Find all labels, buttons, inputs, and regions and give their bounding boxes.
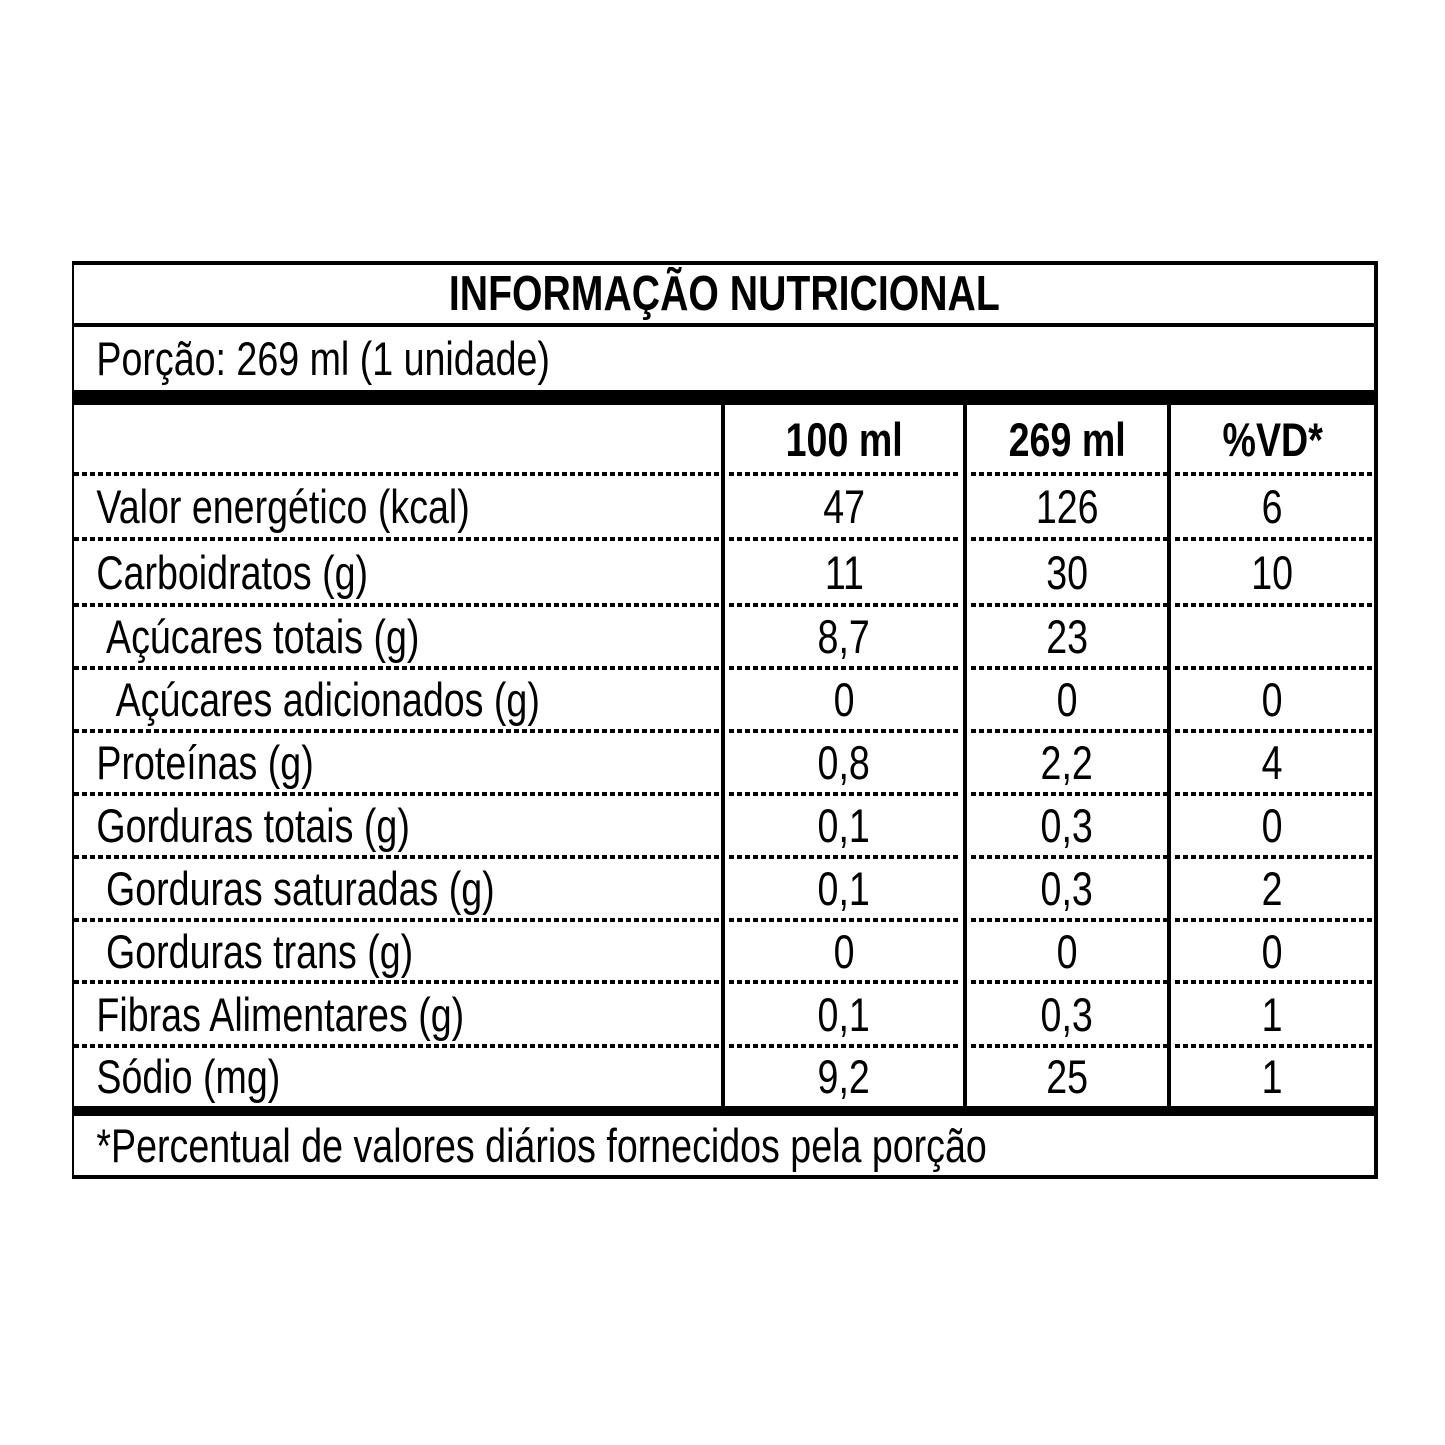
- header-text: 100 ml: [785, 413, 903, 466]
- value-per-100ml: 0: [833, 924, 855, 978]
- divider-thick: [74, 390, 1374, 405]
- nutrient-label: Fibras Alimentares (g): [96, 987, 465, 1041]
- nutrient-label: Sódio (mg): [96, 1049, 281, 1103]
- nutrient-label: Proteínas (g): [96, 736, 314, 789]
- table-row: [74, 731, 1374, 794]
- table-row: [74, 605, 1374, 668]
- value-daily-percent: 4: [1262, 736, 1283, 789]
- header-label-cell: [74, 405, 721, 474]
- value-per-100ml: 9,2: [817, 1049, 871, 1103]
- table-row: [74, 668, 1374, 731]
- value-per-100ml: 8,7: [817, 610, 871, 663]
- value-daily-percent: 10: [1251, 545, 1294, 599]
- footnote: *Percentual de valores diários fornecidos pela porção: [96, 1119, 987, 1172]
- table-row: [74, 1046, 1374, 1106]
- nutrition-facts-table: [72, 261, 1378, 1179]
- value-per-portion: 126: [1035, 480, 1099, 533]
- value-per-portion: 0,3: [1040, 862, 1094, 915]
- nutrient-label: Gorduras saturadas (g): [106, 862, 495, 915]
- nutrient-label: Gorduras trans (g): [106, 924, 414, 978]
- header-per-100ml: [725, 405, 963, 474]
- header-per-portion: [967, 405, 1167, 474]
- value-daily-percent: 2: [1262, 862, 1283, 915]
- table-row: [74, 794, 1374, 857]
- value-per-100ml: 11: [824, 545, 864, 599]
- table-title: INFORMAÇÃO NUTRICIONAL: [448, 266, 1000, 321]
- nutrient-label: Gorduras totais (g): [96, 799, 410, 852]
- value-per-portion: 0: [1056, 673, 1078, 726]
- footer-row: [74, 1116, 1374, 1175]
- value-daily-percent: 1: [1262, 1049, 1283, 1103]
- portion-size: Porção: 269 ml (1 unidade): [96, 332, 550, 385]
- divider-thick: [74, 1106, 1374, 1116]
- nutrient-label: Açúcares totais (g): [106, 610, 420, 663]
- header-daily-value: [1171, 405, 1374, 474]
- table-row: [74, 920, 1374, 982]
- value-per-100ml: 0,8: [817, 736, 871, 789]
- value-per-100ml: 47: [823, 480, 865, 533]
- value-per-portion: 0: [1056, 924, 1078, 978]
- value-per-portion: 0,3: [1040, 799, 1094, 852]
- value-daily-percent: 6: [1262, 480, 1283, 533]
- value-per-portion: 2,2: [1040, 736, 1094, 789]
- value-daily-percent: 0: [1262, 924, 1283, 978]
- title-row: [74, 265, 1374, 327]
- table-row: [74, 982, 1374, 1046]
- header-text: %VD*: [1222, 413, 1323, 466]
- portion-row: [74, 327, 1374, 390]
- value-daily-percent: 1: [1262, 987, 1283, 1041]
- table-row: [74, 474, 1374, 539]
- value-per-portion: 30: [1046, 545, 1088, 599]
- table-row: [74, 539, 1374, 605]
- nutrient-label: Açúcares adicionados (g): [115, 673, 540, 726]
- table-row: [74, 857, 1374, 920]
- value-per-100ml: 0,1: [817, 987, 871, 1041]
- value-per-portion: 25: [1046, 1049, 1088, 1103]
- nutrient-label: Valor energético (kcal): [96, 480, 470, 533]
- value-daily-percent: 0: [1262, 799, 1283, 852]
- value-per-100ml: 0: [833, 673, 855, 726]
- value-per-100ml: 0,1: [817, 862, 871, 915]
- nutrient-grid: [74, 405, 1374, 1106]
- value-per-portion: 0,3: [1040, 987, 1094, 1041]
- header-row: [74, 405, 1374, 474]
- nutrient-label: Carboidratos (g): [96, 545, 369, 599]
- header-text: 269 ml: [1008, 413, 1126, 466]
- value-daily-percent: 0: [1262, 673, 1283, 726]
- value-per-portion: 23: [1046, 610, 1088, 663]
- value-per-100ml: 0,1: [817, 799, 871, 852]
